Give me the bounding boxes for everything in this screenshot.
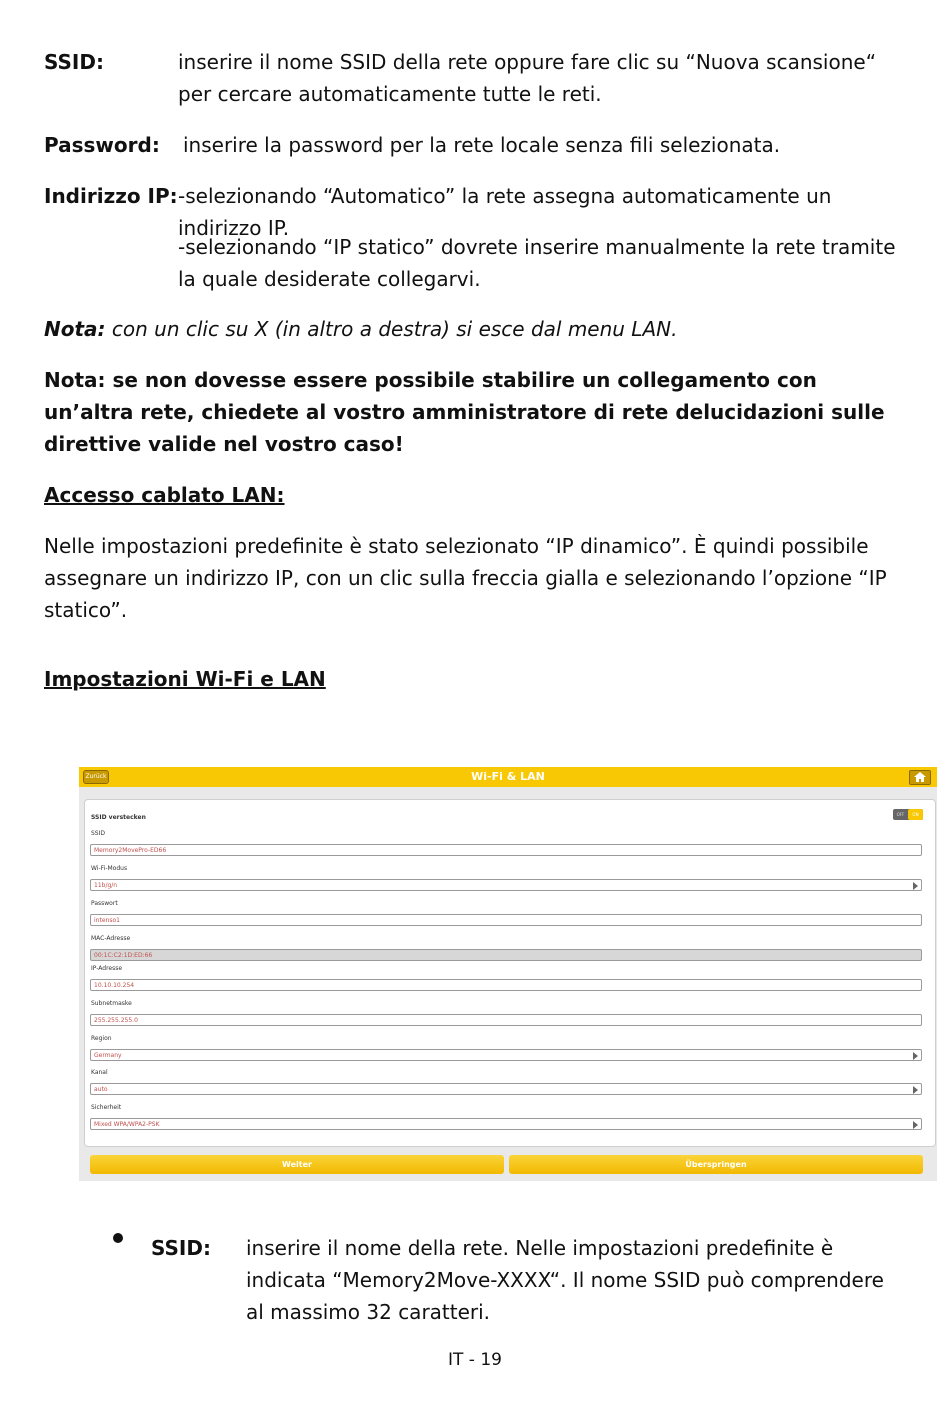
field-label: SSID xyxy=(91,830,106,837)
mac-address-field: 00:1C:C2:1D:ED:66 xyxy=(90,949,922,961)
ip-address-input[interactable]: 10.10.10.254 xyxy=(90,979,922,991)
security-select[interactable] xyxy=(90,1118,922,1130)
wifi-mode-select[interactable] xyxy=(90,879,922,891)
password-input[interactable]: intenso1 xyxy=(90,914,922,926)
home-button[interactable] xyxy=(909,770,931,785)
ssid-input[interactable]: Memory2MovePro-ED66 xyxy=(90,844,922,856)
toggle-on-label: ON xyxy=(908,809,923,820)
term-password: Password: xyxy=(44,133,160,157)
next-button[interactable]: Weiter xyxy=(90,1155,504,1174)
back-button[interactable]: Zurück xyxy=(83,770,109,784)
skip-button[interactable]: Überspringen xyxy=(509,1155,923,1174)
term-ssid: SSID: xyxy=(44,50,104,74)
field-label: Wi-Fi-Modus xyxy=(91,865,128,872)
field-label: IP-Adresse xyxy=(91,965,123,972)
field-label: Passwort xyxy=(91,900,118,907)
paragraph-lan: Nelle impostazioni predefinite è stato selezionato “IP dinamico”. È quindi possibile assegnare un indirizzo IP, con un clic sulla freccia gialla e selezionando l’opzione “IP statico”. xyxy=(44,534,887,622)
chevron-right-icon xyxy=(913,1121,918,1129)
hide-ssid-toggle[interactable] xyxy=(893,809,923,820)
definition-ip-text1: -selezionando “Automatico” la rete assegna automaticamente un indirizzo IP. xyxy=(178,184,832,240)
wifi-mode-value: 11b/g/n xyxy=(94,882,118,889)
term-ip: Indirizzo IP: xyxy=(44,184,178,208)
chevron-right-icon xyxy=(913,1052,918,1060)
field-label: Subnetmaske xyxy=(91,1000,132,1007)
definition-password-text: inserire la password per la rete locale senza fili selezionata. xyxy=(183,133,781,157)
field-label: Sicherheit xyxy=(91,1104,122,1111)
bullet-icon xyxy=(113,1233,123,1243)
screenshot-header xyxy=(79,767,937,787)
chevron-right-icon xyxy=(913,882,918,890)
security-value: Mixed WPA/WPA2-PSK xyxy=(94,1121,160,1128)
bullet-ssid-text: inserire il nome della rete. Nelle impostazioni predefinite è indicata “Memory2Move-XXXX“. Il nome SSID può comprendere al massimo 32 caratteri. xyxy=(246,1236,884,1324)
heading-wifi-lan: Impostazioni Wi-Fi e LAN xyxy=(44,667,326,691)
note-exit-menu xyxy=(44,313,910,345)
region-select[interactable] xyxy=(90,1049,922,1061)
note-label: Nota: xyxy=(44,317,106,341)
home-icon xyxy=(914,772,926,782)
chevron-right-icon xyxy=(913,1086,918,1094)
subnet-mask-input[interactable]: 255.255.255.0 xyxy=(90,1014,922,1026)
channel-select[interactable] xyxy=(90,1083,922,1095)
toggle-off-label: OFF xyxy=(896,812,905,817)
page-number: IT - 19 xyxy=(448,1350,502,1370)
note-text: con un clic su X (in altro a destra) si esce dal menu LAN. xyxy=(111,317,678,341)
bullet-ssid-term: SSID: xyxy=(151,1236,211,1260)
note-network-admin: Nota: se non dovesse essere possibile stabilire un collegamento con un’altra rete, chiedete al vostro amministratore di rete delucidazioni sulle direttive valide nel vostro caso! xyxy=(44,368,885,456)
screenshot-title: Wi-Fi & LAN xyxy=(471,770,545,783)
field-label: Region xyxy=(91,1035,112,1042)
settings-panel xyxy=(84,799,936,1147)
wifi-lan-screenshot xyxy=(79,767,937,1181)
definition-ip-text2: -selezionando “IP statico” dovrete inserire manualmente la rete tramite la quale desiderate collegarvi. xyxy=(178,235,896,291)
heading-lan: Accesso cablato LAN: xyxy=(44,483,285,507)
definition-ssid-text: inserire il nome SSID della rete oppure fare clic su “Nuova scansione“ per cercare automaticamente tutte le reti. xyxy=(178,50,877,106)
field-label: Kanal xyxy=(91,1069,108,1076)
region-value: Germany xyxy=(94,1052,122,1059)
hide-ssid-label: SSID verstecken xyxy=(91,814,146,821)
field-label: MAC-Adresse xyxy=(91,935,131,942)
channel-value: auto xyxy=(94,1086,108,1093)
